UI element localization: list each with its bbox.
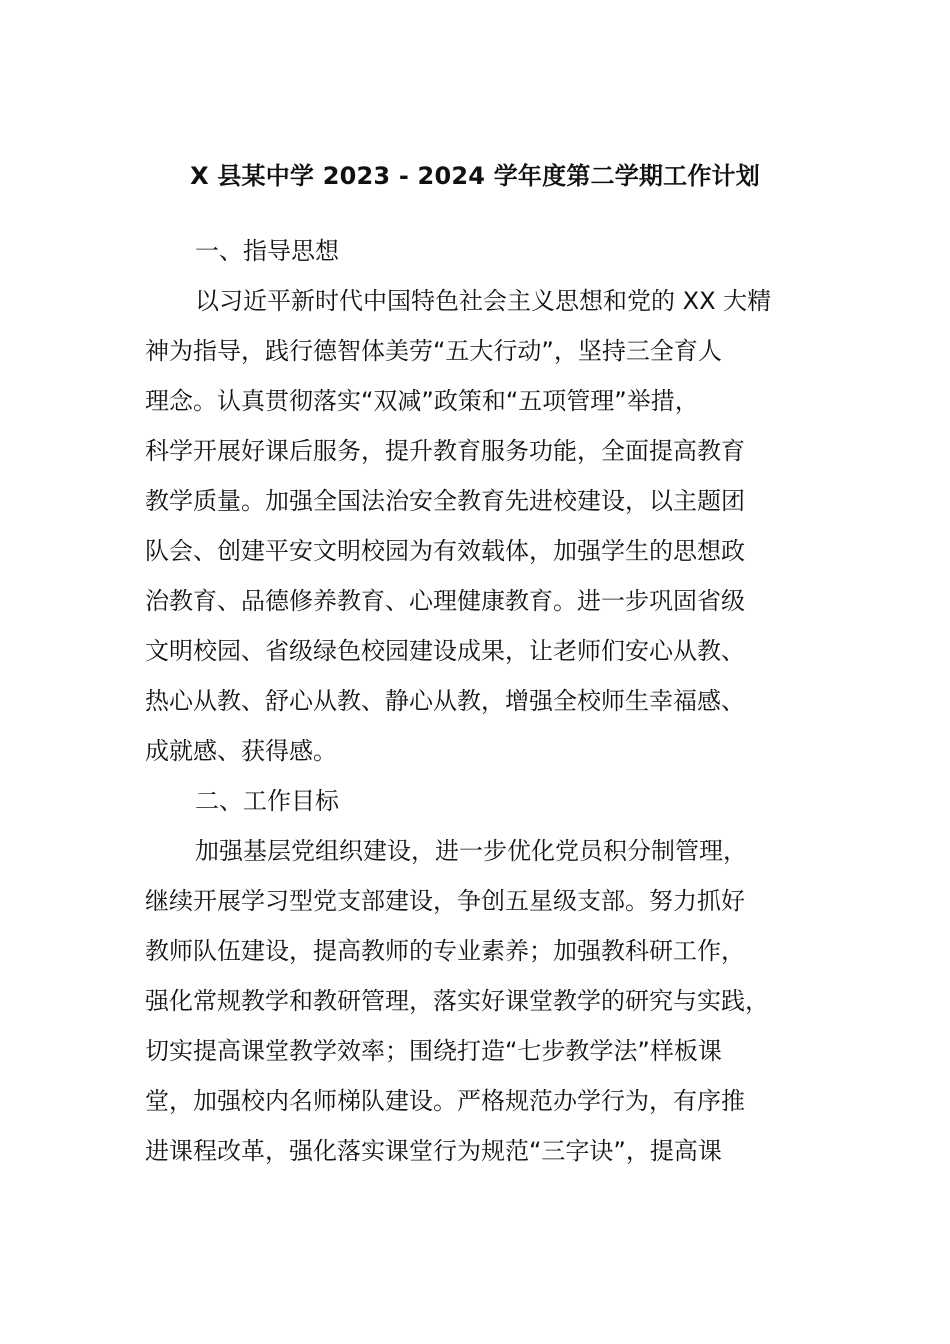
paragraph-line: 队会、创建平安文明校园为有效载体，加强学生的思想政 [145,537,745,565]
paragraph-line: 堂，加强校内名师梯队建设。严格规范办学行为，有序推 [145,1087,745,1115]
paragraph-line: 神为指导，践行德智体美劳“五大行动”，坚持三全育人 [145,337,722,365]
paragraph-line: 治教育、品德修养教育、心理健康教育。进一步巩固省级 [145,587,745,615]
section-heading-guiding-ideology: 一、指导思想 [195,237,339,265]
paragraph-line: 科学开展好课后服务，提升教育服务功能，全面提高教育 [145,437,745,465]
paragraph-line: 强化常规教学和教研管理，落实好课堂教学的研究与实践， [145,987,769,1015]
paragraph-line: 理念。认真贯彻落实“双减”政策和“五项管理”举措， [145,387,699,415]
paragraph-line: 加强基层党组织建设，进一步优化党员积分制管理， [195,837,747,865]
paragraph-line: 成就感、获得感。 [145,737,337,765]
paragraph-line: 教学质量。加强全国法治安全教育先进校建设，以主题团 [145,487,745,515]
paragraph-line: 热心从教、舒心从教、静心从教，增强全校师生幸福感、 [145,687,745,715]
paragraph-line: 进课程改革，强化落实课堂行为规范“三字诀”，提高课 [145,1137,722,1165]
paragraph-line: 切实提高课堂教学效率；围绕打造“七步教学法”样板课 [145,1037,722,1065]
document-body [145,226,825,1176]
paragraph-line: 文明校园、省级绿色校园建设成果，让老师们安心从教、 [145,637,745,665]
document-title: X 县某中学 2023 - 2024 学年度第二学期工作计划 [190,162,760,190]
section-heading-work-goals: 二、工作目标 [195,787,339,815]
paragraph-line: 教师队伍建设，提高教师的专业素养；加强教科研工作， [145,937,745,965]
paragraph-line: 以习近平新时代中国特色社会主义思想和党的 XX 大精 [195,287,772,315]
paragraph-line: 继续开展学习型党支部建设，争创五星级支部。努力抓好 [145,887,745,915]
